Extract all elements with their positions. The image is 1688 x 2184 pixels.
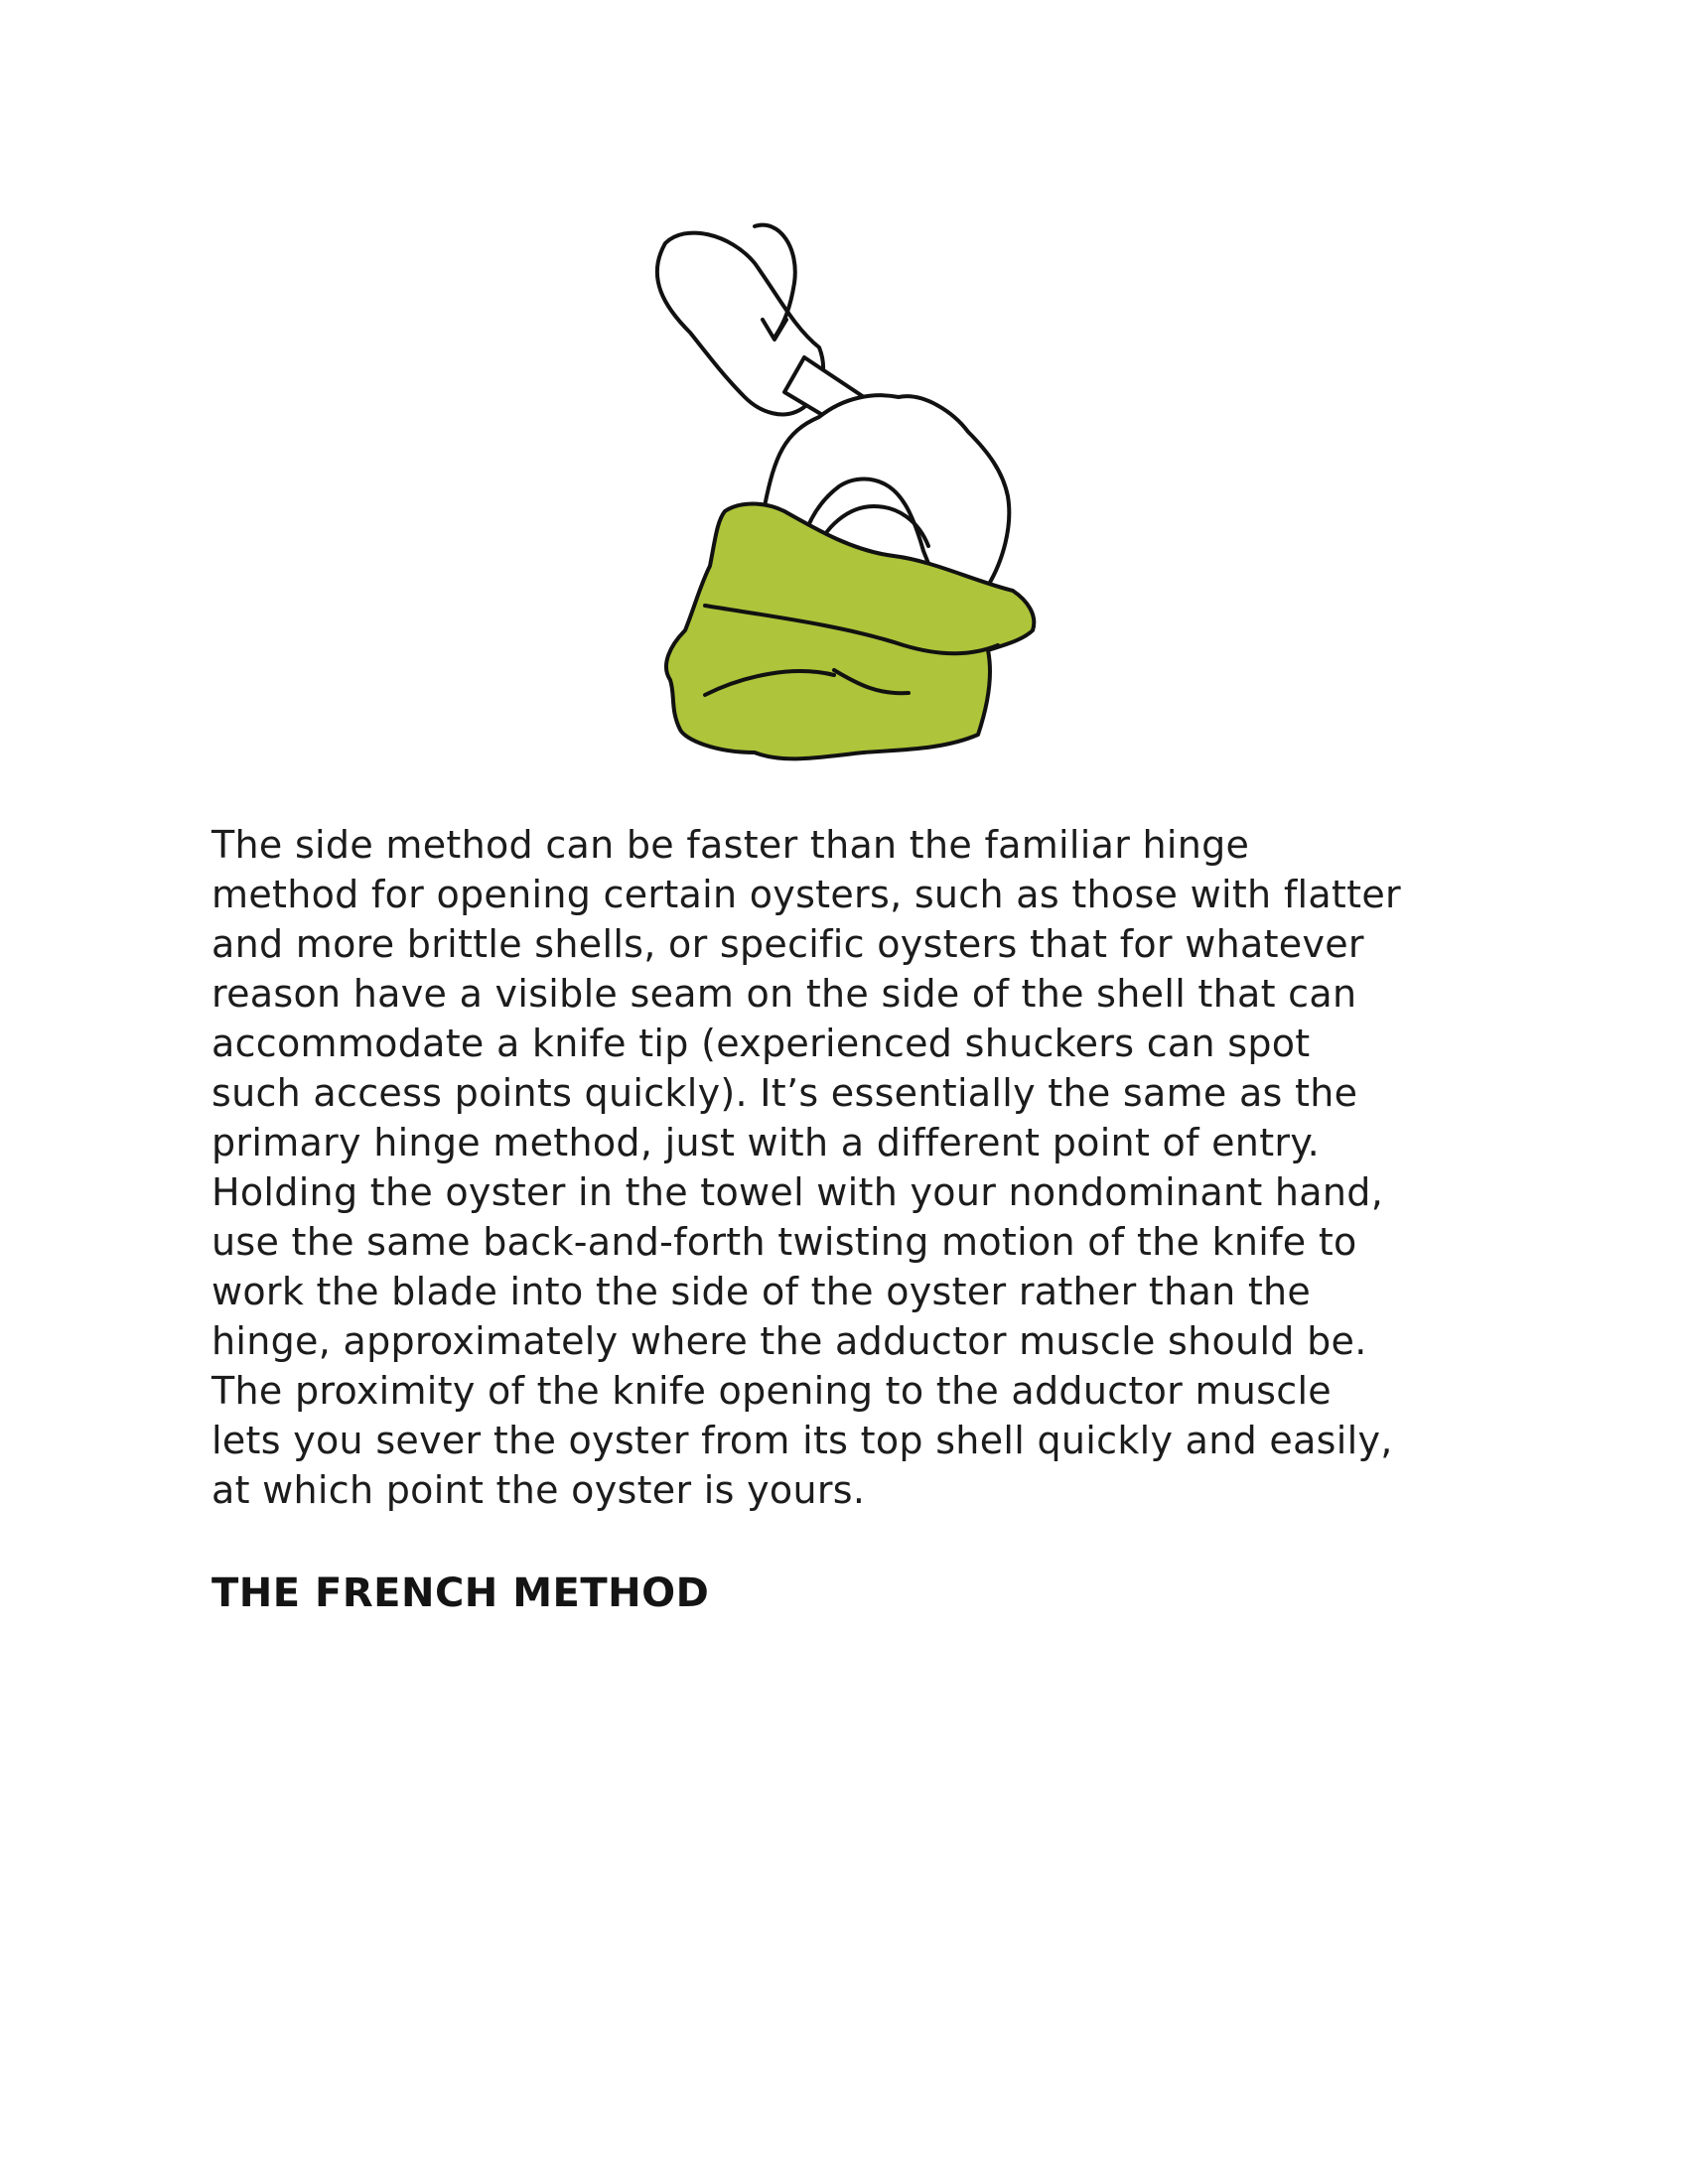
body-line: hinge, approximately where the adductor muscle should be. — [211, 1319, 1367, 1363]
body-line: and more brittle shells, or specific oysters that for whatever — [211, 922, 1364, 966]
body-line: work the blade into the side of the oyster rather than the — [211, 1270, 1312, 1313]
oyster-knife-illustration — [645, 208, 1062, 764]
body-line: use the same back-and-forth twisting motion of the knife to — [211, 1220, 1357, 1264]
body-line: method for opening certain oysters, such as those with flatter — [211, 873, 1401, 916]
body-line: reason have a visible seam on the side of the shell that can — [211, 972, 1357, 1016]
body-paragraph — [211, 820, 1502, 1515]
body-line: primary hinge method, just with a different point of entry. — [211, 1121, 1321, 1164]
body-line: lets you sever the oyster from its top shell quickly and easily, — [211, 1419, 1393, 1462]
body-line: accommodate a knife tip (experienced shuckers can spot — [211, 1022, 1311, 1065]
body-line: at which point the oyster is yours. — [211, 1468, 866, 1512]
body-line: such access points quickly). It’s essentially the same as the — [211, 1071, 1358, 1115]
section-heading: THE FRENCH METHOD — [211, 1570, 710, 1616]
body-line: Holding the oyster in the towel with your nondominant hand, — [211, 1170, 1384, 1214]
body-line: The side method can be faster than the familiar hinge — [211, 823, 1250, 867]
body-line: The proximity of the knife opening to the adductor muscle — [211, 1369, 1332, 1413]
